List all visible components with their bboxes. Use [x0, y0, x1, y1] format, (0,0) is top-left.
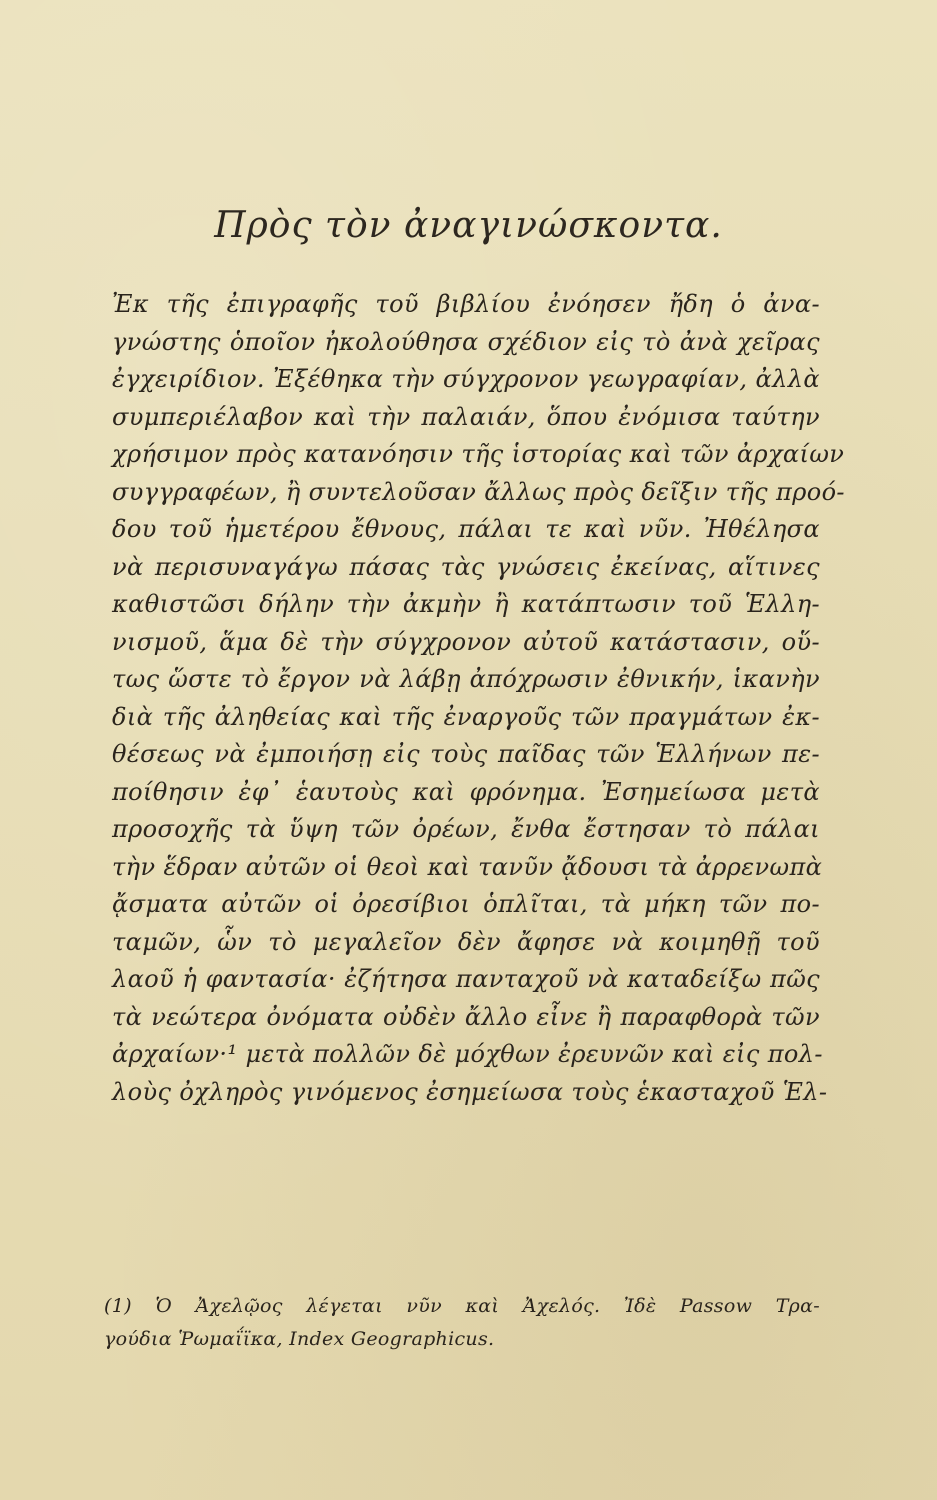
page-heading: Πρὸς τὸν ἀναγινώσκοντα. — [214, 205, 723, 246]
footnote — [104, 1290, 820, 1356]
body-line: συμπεριέλαβον καὶ τὴν παλαιάν, ὅπου ἐνόμισα ταύτην — [112, 402, 820, 431]
body-line: ἀρχαίων·¹ μετὰ πολλῶν δὲ μόχθων ἐρευνῶν καὶ εἰς πολ- — [112, 1040, 823, 1068]
body-line: λαοῦ ἡ φαντασία· ἐζήτησα πανταχοῦ νὰ καταδείξω πῶς — [112, 965, 820, 993]
body-line: θέσεως νὰ ἐμποιήσῃ εἰς τοὺς παῖδας τῶν Ἑλλήνων πε- — [112, 740, 820, 768]
body-line: ᾄσματα αὐτῶν οἱ ὀρεσίβιοι ὁπλῖται, τὰ μήκη τῶν πο- — [112, 890, 820, 918]
body-line: τως ὥστε τὸ ἔργον νὰ λάβῃ ἀπόχρωσιν ἐθνικήν, ἱκανὴν — [112, 665, 820, 693]
body-line: λοὺς ὀχληρὸς γινόμενος ἐσημείωσα τοὺς ἑκασταχοῦ Ἑλ- — [112, 1077, 828, 1106]
body-line: νὰ περισυναγάγω πάσας τὰς γνώσεις ἐκείνας, αἵτινες — [112, 552, 820, 581]
body-line: τὰ νεώτερα ὀνόματα οὐδὲν ἄλλο εἶνε ἢ παραφθορὰ τῶν — [112, 1002, 820, 1031]
body-line: Ἐκ τῆς ἐπιγραφῆς τοῦ βιβλίου ἐνόησεν ἤδη ὁ ἀνα- — [112, 290, 820, 318]
body-line: χρήσιμον πρὸς κατανόησιν τῆς ἱστορίας καὶ τῶν ἀρχαίων — [112, 440, 845, 468]
body-line: ἐγχειρίδιον. Ἐξέθηκα τὴν σύγχρονον γεωγραφίαν, ἀλλὰ — [112, 365, 820, 393]
footnote-line: γούδια Ῥωμαΐϊκα, Index Geographicus. — [104, 1328, 495, 1350]
body-line: δου τοῦ ἡμετέρου ἔθνους, πάλαι τε καὶ νῦν. Ἠθέλησα — [112, 515, 820, 543]
body-line: καθιστῶσι δήλην τὴν ἀκμὴν ἢ κατάπτωσιν τοῦ Ἑλλη- — [112, 590, 820, 618]
body-line: γνώστης ὁποῖον ἠκολούθησα σχέδιον εἰς τὸ ἀνὰ χεῖρας — [112, 327, 820, 356]
body-line: ποίθησιν ἐφ᾽ ἑαυτοὺς καὶ φρόνημα. Ἐσημείωσα μετὰ — [112, 777, 820, 806]
body-line: τὴν ἕδραν αὐτῶν οἱ θεοὶ καὶ τανῦν ᾄδουσι τὰ ἀρρενωπὰ — [112, 852, 823, 881]
body-line: συγγραφέων, ἢ συντελοῦσαν ἄλλως πρὸς δεῖξιν τῆς προό- — [112, 477, 845, 506]
body-line: προσοχῆς τὰ ὕψη τῶν ὀρέων, ἔνθα ἔστησαν τὸ πάλαι — [112, 815, 820, 843]
body-paragraph — [112, 286, 845, 1111]
body-line: ταμῶν, ὧν τὸ μεγαλεῖον δὲν ἄφησε νὰ κοιμηθῇ τοῦ — [112, 927, 820, 956]
body-line: διὰ τῆς ἀληθείας καὶ τῆς ἐναργοῦς τῶν πραγμάτων ἐκ- — [112, 702, 820, 731]
body-line: νισμοῦ, ἅμα δὲ τὴν σύγχρονον αὐτοῦ κατάστασιν, οὕ- — [112, 627, 820, 656]
footnote-line: (1) Ὁ Ἀχελῷος λέγεται νῦν καὶ Ἀχελός. Ἰδὲ Passow Τρα- — [104, 1295, 820, 1317]
